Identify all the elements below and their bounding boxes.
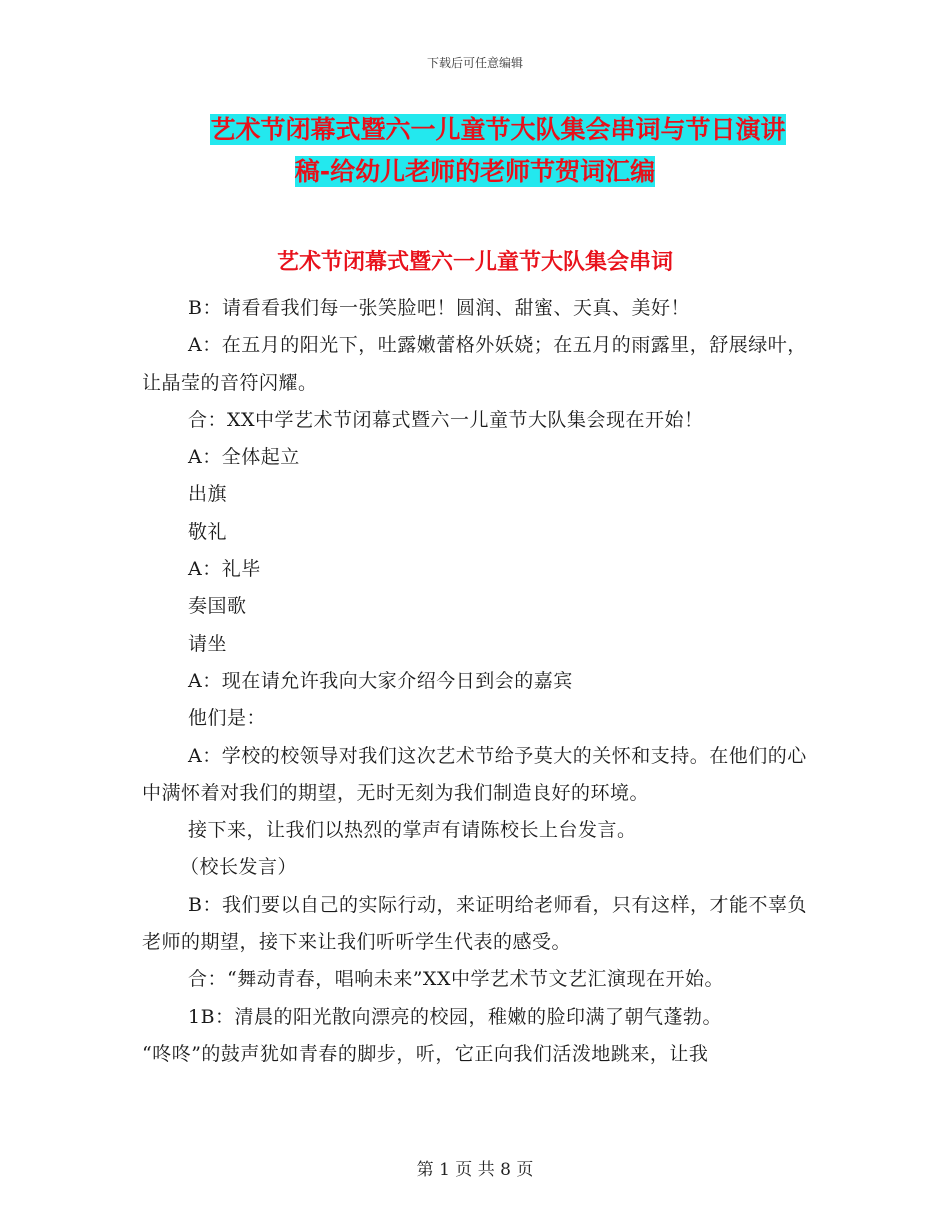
paragraph: B：请看看我们每一张笑脸吧！圆润、甜蜜、天真、美好！ xyxy=(188,297,690,319)
paragraph: 他们是： xyxy=(188,707,267,730)
paragraph: 敬礼 xyxy=(188,520,228,543)
paragraph: B：我们要以自己的实际行动，来证明给老师看，只有这样，才能不辜负老师的期望，接下来让我们听听学生代表的感受。 xyxy=(142,893,807,954)
header-note: 下载后可任意编辑 xyxy=(426,56,523,70)
title-highlight: 稿-给幼儿老师的老师节贺词汇编 xyxy=(294,157,656,186)
paragraph: “咚咚”的鼓声犹如青春的脚步，听，它正向我们活泼地跳来，让我 xyxy=(142,1042,709,1065)
paragraph: A：现在请允许我向大家介绍今日到会的嘉宾 xyxy=(188,669,573,692)
paragraph: 出旗 xyxy=(188,483,228,506)
paragraph: 请坐 xyxy=(188,632,228,655)
page-footer: 第 1 页 共 8 页 xyxy=(416,1160,534,1180)
paragraph: A：学校的校领导对我们这次艺术节给予莫大的关怀和支持。在他们的心中满怀着对我们的期望，无时无刻为我们制造良好的环境。 xyxy=(142,744,807,804)
paragraph: 接下来，让我们以热烈的掌声有请陈校长上台发言。 xyxy=(188,819,637,842)
paragraph: 1B：清晨的阳光散向漂亮的校园，稚嫩的脸印满了朝气蓬勃。 xyxy=(188,1005,723,1028)
paragraph: 合：XX中学艺术节闭幕式暨六一儿童节大队集会现在开始！ xyxy=(188,408,704,431)
section-title: 艺术节闭幕式暨六一儿童节大队集会串词 xyxy=(276,250,673,275)
paragraph: A：礼毕 xyxy=(188,558,261,581)
title-highlight: 艺术节闭幕式暨六一儿童节大队集会串词与节日演讲 xyxy=(210,115,786,144)
paragraph: （校长发言） xyxy=(180,856,298,879)
paragraph: 奏国歌 xyxy=(188,595,247,618)
paragraph: A：在五月的阳光下，吐露嫩蕾格外妖娆；在五月的雨露里，舒展绿叶，让晶莹的音符闪耀。 xyxy=(142,334,807,394)
document-title-line-2 xyxy=(0,152,950,192)
document-title-line-1 xyxy=(0,110,950,150)
paragraph: 合：“舞动青春，唱响未来”XX中学艺术节文艺汇演现在开始。 xyxy=(188,968,724,991)
paragraph: A：全体起立 xyxy=(188,446,300,469)
document-body xyxy=(142,290,810,1073)
